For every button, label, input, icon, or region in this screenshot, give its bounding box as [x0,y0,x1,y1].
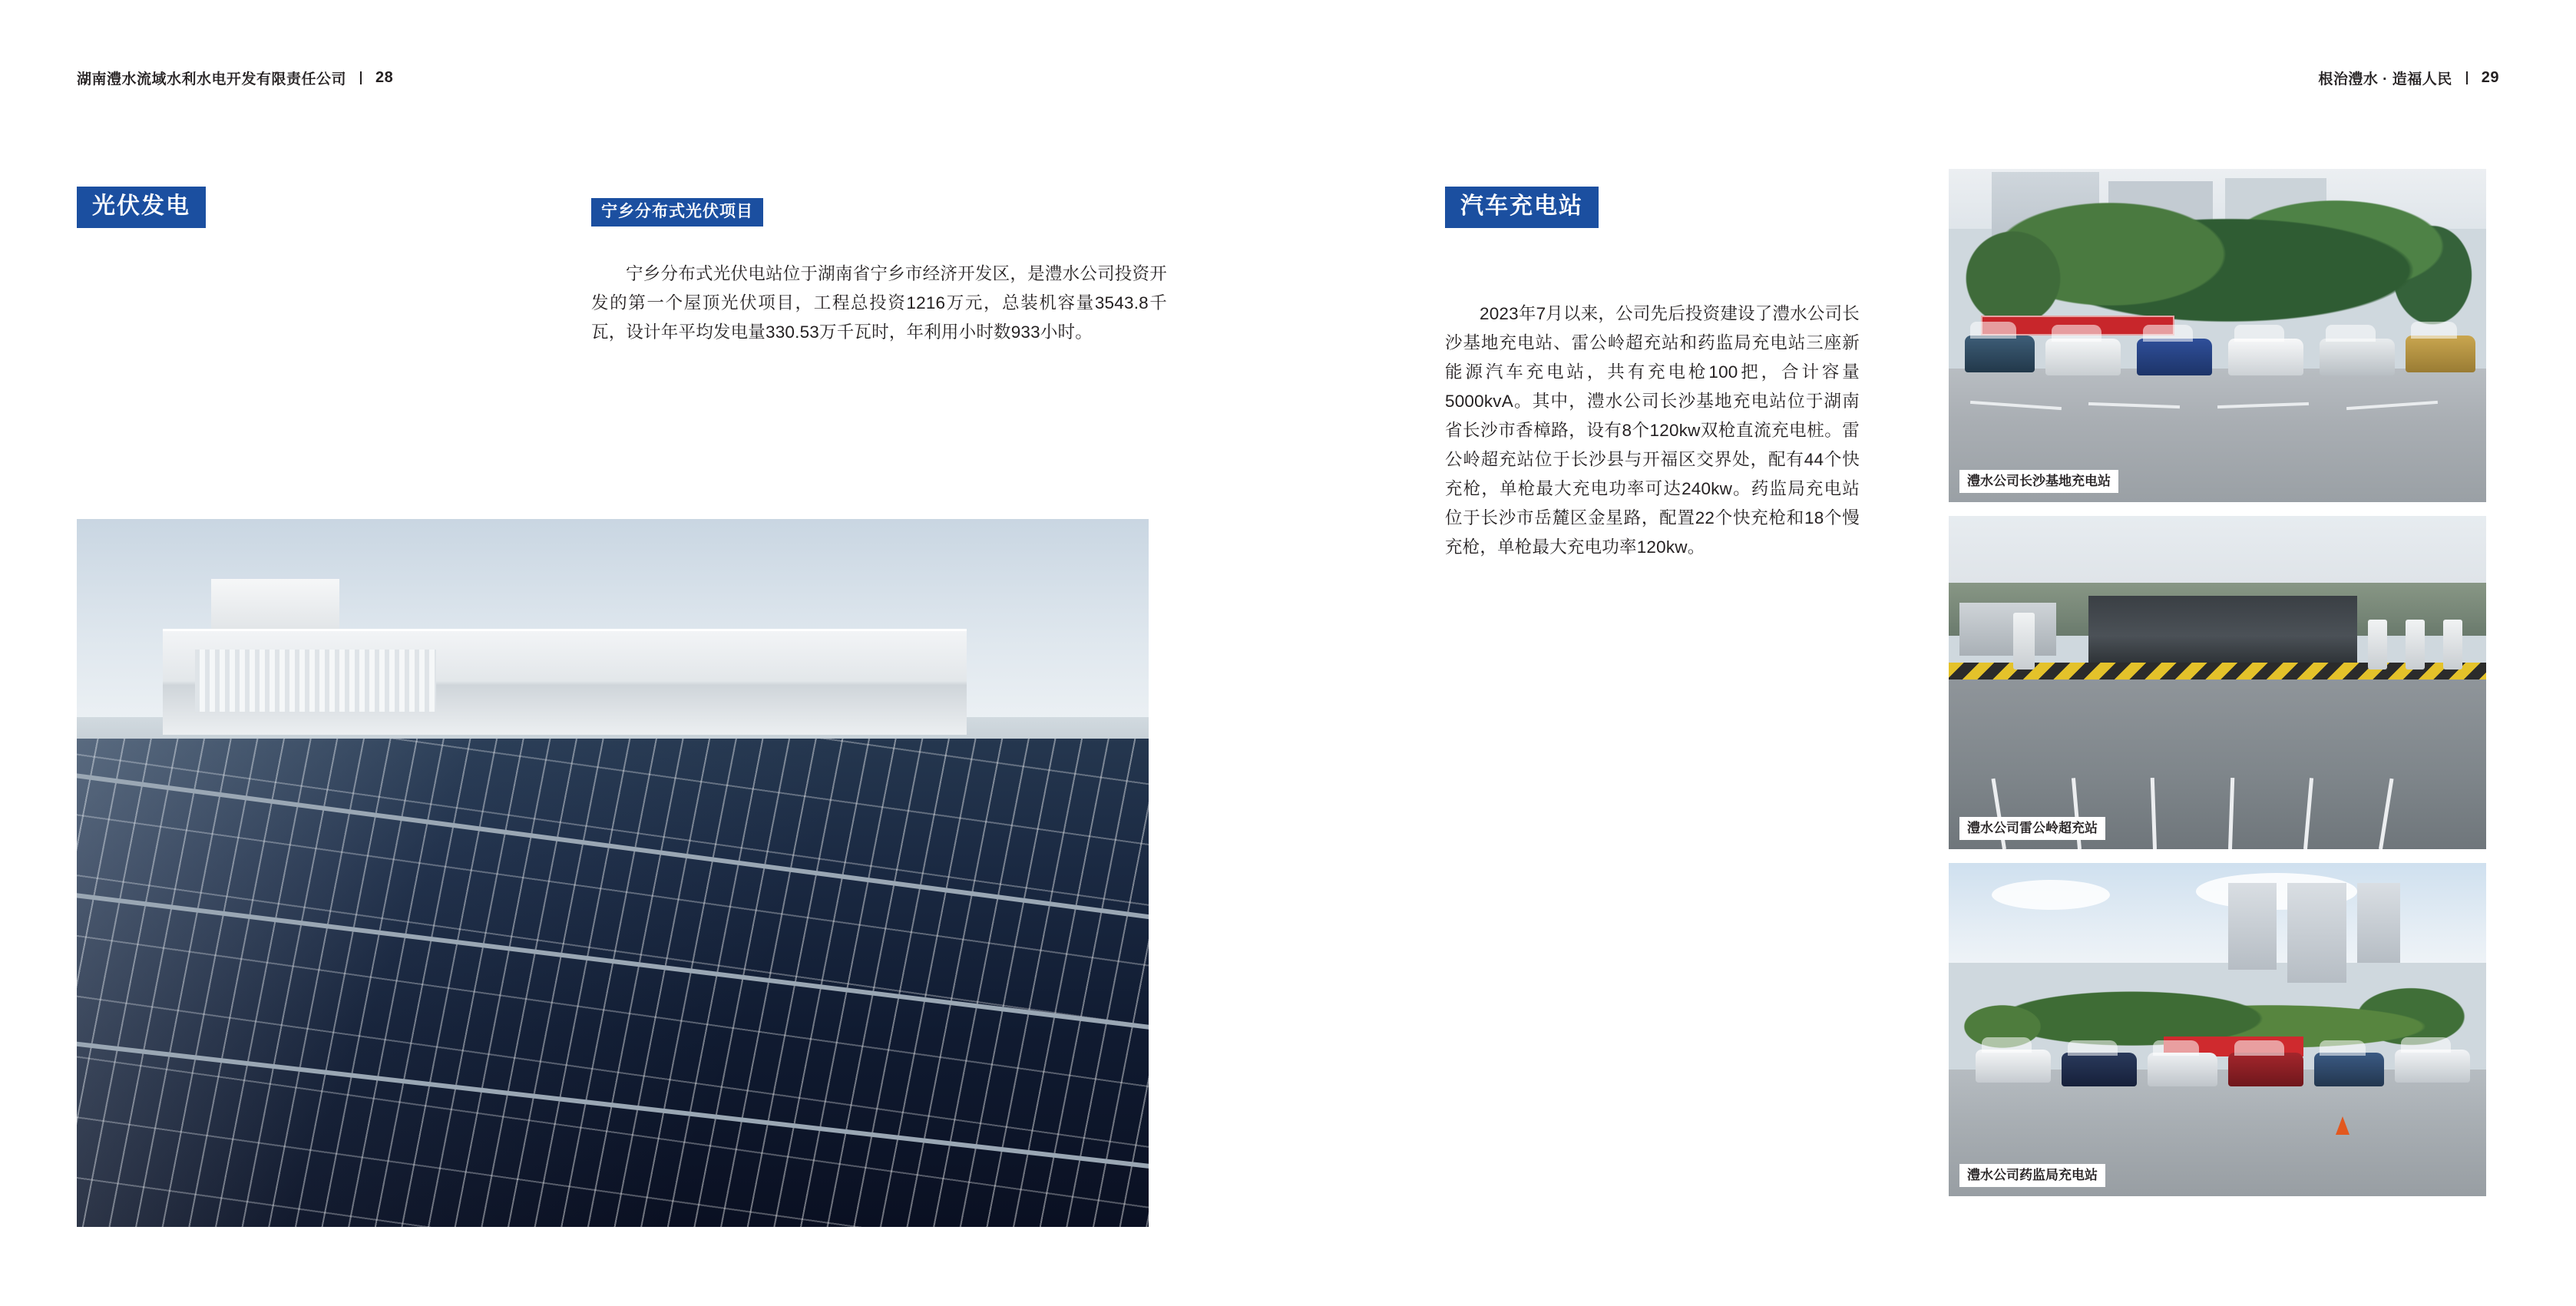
parked-car [2228,339,2303,375]
background-building [1959,603,2056,656]
parking-line [1970,400,2062,409]
parked-car [2320,339,2395,375]
parking-line [2346,400,2438,409]
parked-car [2062,1053,2137,1086]
parked-car [2137,339,2212,375]
parked-car [2406,336,2475,372]
parking-line [2217,402,2309,408]
section-flag-charging-station: 汽车充电站 [1445,187,1599,228]
folio-right: 29 [2481,69,2499,86]
running-head-left-text: 湖南澧水流域水利水电开发有限责任公司 [77,71,347,88]
charging-station-body-text: 2023年7月以来，公司先后投资建设了澧水公司长沙基地充电站、雷公岭超充站和药监局充电站三座新能源汽车充电站，共有充电枪100把，合计容量5000kvA。其中，澧水公司长沙基地充电站位于湖南省长沙市香樟路，设有8个120kw双枪直流充电桩。雷公岭超充站位于长沙县与开福区交界处，配有44个快充枪，单枪最大充电功率可达240kw。药监局充电站位于长沙市岳麓区金星路，配置22个快充枪和18个慢充枪，单枪最大充电功率120kw。 [1445,304,1860,557]
solar-array-area [77,739,1149,1227]
photo-drug-administration-charging-station [1949,863,2486,1196]
parked-car [2148,1053,2217,1086]
photo-rooftop-solar-panels [77,519,1149,1227]
running-head-left [77,68,393,88]
photo-caption: 澧水公司药监局充电站 [1959,1164,2105,1187]
factory-building [163,629,967,735]
parking-line [2379,779,2393,849]
subsection-title-ningxiang: 宁乡分布式光伏项目 [591,198,763,226]
high-rise-building [2357,883,2400,963]
running-head-right-text: 根治澧水 · 造福人民 [2318,71,2452,88]
charging-pile [2368,620,2387,670]
parking-line [2151,778,2157,849]
charging-pile [2013,613,2035,670]
charging-canopy-structure [2088,596,2357,663]
parked-car [1965,336,2035,372]
background-building-small [211,579,340,636]
parked-car [2045,339,2121,375]
folio-left: 28 [375,69,394,86]
photo-changsha-base-charging-station [1949,169,2486,502]
parked-car [2395,1050,2470,1083]
parked-car [1976,1050,2051,1083]
parked-car [2228,1053,2303,1086]
running-head-right [2318,68,2499,88]
parking-line [2228,778,2234,849]
parked-car [2314,1053,2384,1086]
traffic-cone [2336,1116,2349,1135]
photo-leigongling-supercharging-station [1949,516,2486,849]
photovoltaic-body-text: 宁乡分布式光伏电站位于湖南省宁乡市经济开发区，是澧水公司投资开发的第一个屋顶光伏项目，工程总投资1216万元，总装机容量3543.8千瓦，设计年平均发电量330.53万千瓦时，年利用小时数933小时。 [591,264,1167,342]
cloud [1992,880,2110,910]
panel-glare [77,739,1149,1227]
parking-line [2303,778,2313,849]
photo-caption: 澧水公司长沙基地充电站 [1959,470,2118,493]
charging-pile [2443,620,2462,670]
charging-pile [2406,620,2425,670]
photo-caption: 澧水公司雷公岭超充站 [1959,817,2105,840]
parking-line [2088,402,2180,408]
running-head-divider [2466,71,2468,84]
section-flag-photovoltaic: 光伏发电 [77,187,206,228]
running-head-divider [360,71,362,84]
